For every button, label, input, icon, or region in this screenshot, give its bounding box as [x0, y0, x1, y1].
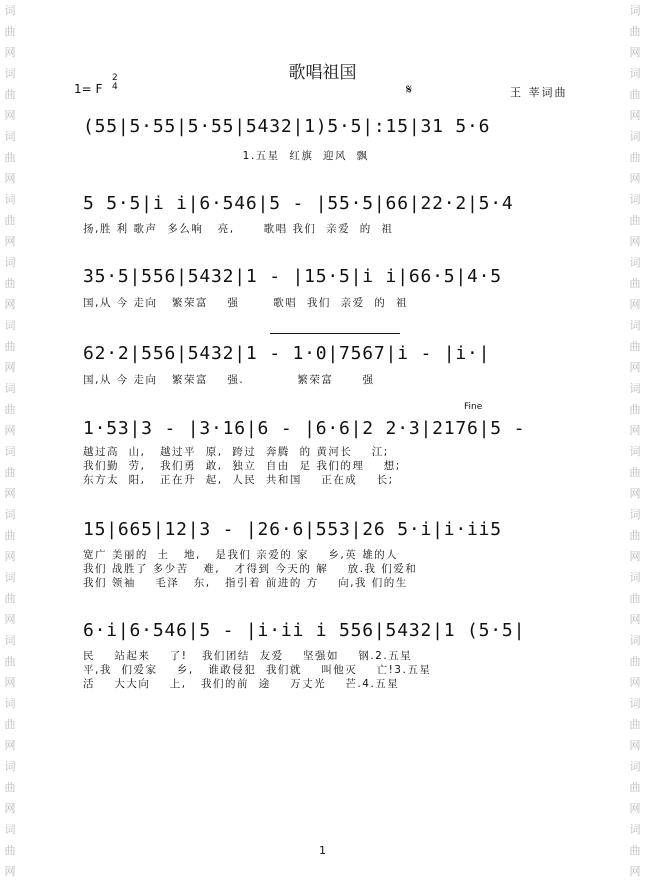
meter-bottom: 4 — [112, 82, 118, 92]
lyrics-row-3: 国,从 今 走向 繁荣富 强 歌唱 我们 亲爱 的 祖 — [83, 297, 408, 309]
watermark-right: 词曲网词曲网词曲网词曲网词曲网词曲网词曲网词曲网词曲网词曲网词曲网词曲网词曲网词曲网 — [629, 4, 641, 878]
notation-row-2: 5 5·5|i i|6·546|5 - |55·5|66|22·2|5·4 — [83, 193, 514, 214]
lyrics-verse-2-row-5: 我们勤 劳, 我们勇 敢, 独立 自由 足 我们的理 想; — [83, 460, 401, 472]
key-signature: 1= F — [74, 82, 103, 96]
lyrics-row-1: 1.五星 红旗 迎风 飘 — [83, 150, 369, 162]
notation-row-3: 35·5|556|5432|1 - |15·5|i i|66·5|4·5 — [83, 266, 502, 287]
page-number: 1 — [319, 844, 326, 857]
notation-row-4: 62·2|556|5432|1 - 1·0|7567|i - |i·| — [83, 343, 491, 364]
watermark-left: 词曲网词曲网词曲网词曲网词曲网词曲网词曲网词曲网词曲网词曲网词曲网词曲网词曲网词曲网 — [4, 4, 16, 878]
lyrics-row-6: 宽广 美丽的 土 地, 是我们 亲爱的 家 乡,英 雄的人 — [83, 549, 399, 561]
notation-row-6: 15|665|12|3 - |26·6|553|26 5·i|i·ii5 — [83, 519, 502, 540]
notation-row-7: 6·i|6·546|5 - |i·ii i 556|5432|1 (5·5| — [83, 620, 526, 641]
repeat-bracket — [270, 333, 400, 334]
notation-row-5: 1·53|3 - |3·16|6 - |6·6|2 2·3|2176|5 - — [83, 418, 526, 439]
fine-marker: Fine — [464, 402, 483, 412]
lyrics-verse-3-row-7: 活 大大向 上, 我们的前 途 万丈光 芒.4.五星 — [83, 678, 400, 690]
lyrics-verse-2-row-7: 平,我 们爱家 乡, 谁敢侵犯 我们就 叫他灭 亡!3.五星 — [83, 664, 432, 676]
lyrics-verse-3-row-6: 我们 领袖 毛泽 东, 指引着 前进的 方 向,我 们的生 — [83, 577, 408, 589]
segno-icon: 𝄋 — [406, 82, 413, 98]
lyrics-row-4: 国,从 今 走向 繁荣富 强. 繁荣富 强 — [83, 374, 375, 386]
lyrics-verse-3-row-5: 东方太 阳, 正在升 起, 人民 共和国 正在成 长; — [83, 474, 394, 486]
lyrics-verse-2-row-6: 我们 战胜了 多少苦 难, 才得到 今天的 解 放.我 们爱和 — [83, 563, 418, 575]
meter-top: 2 — [112, 73, 118, 83]
lyrics-row-7: 民 站起来 了! 我们团结 友爱 坚强如 钢.2.五星 — [83, 650, 413, 662]
song-title: 歌唱祖国 — [288, 63, 357, 83]
notation-row-1: (55|5·55|5·55|5432|1)5·5|:15|31 5·6 — [83, 116, 491, 137]
author-credit: 王 莘词曲 — [510, 86, 568, 99]
time-signature — [112, 74, 118, 92]
lyrics-row-5: 越过高 山, 越过平 原, 跨过 奔腾 的 黄河长 江; — [83, 446, 389, 458]
lyrics-row-2: 扬,胜 利 歌声 多么响 亮, 歌唱 我们 亲爱 的 祖 — [83, 223, 394, 235]
